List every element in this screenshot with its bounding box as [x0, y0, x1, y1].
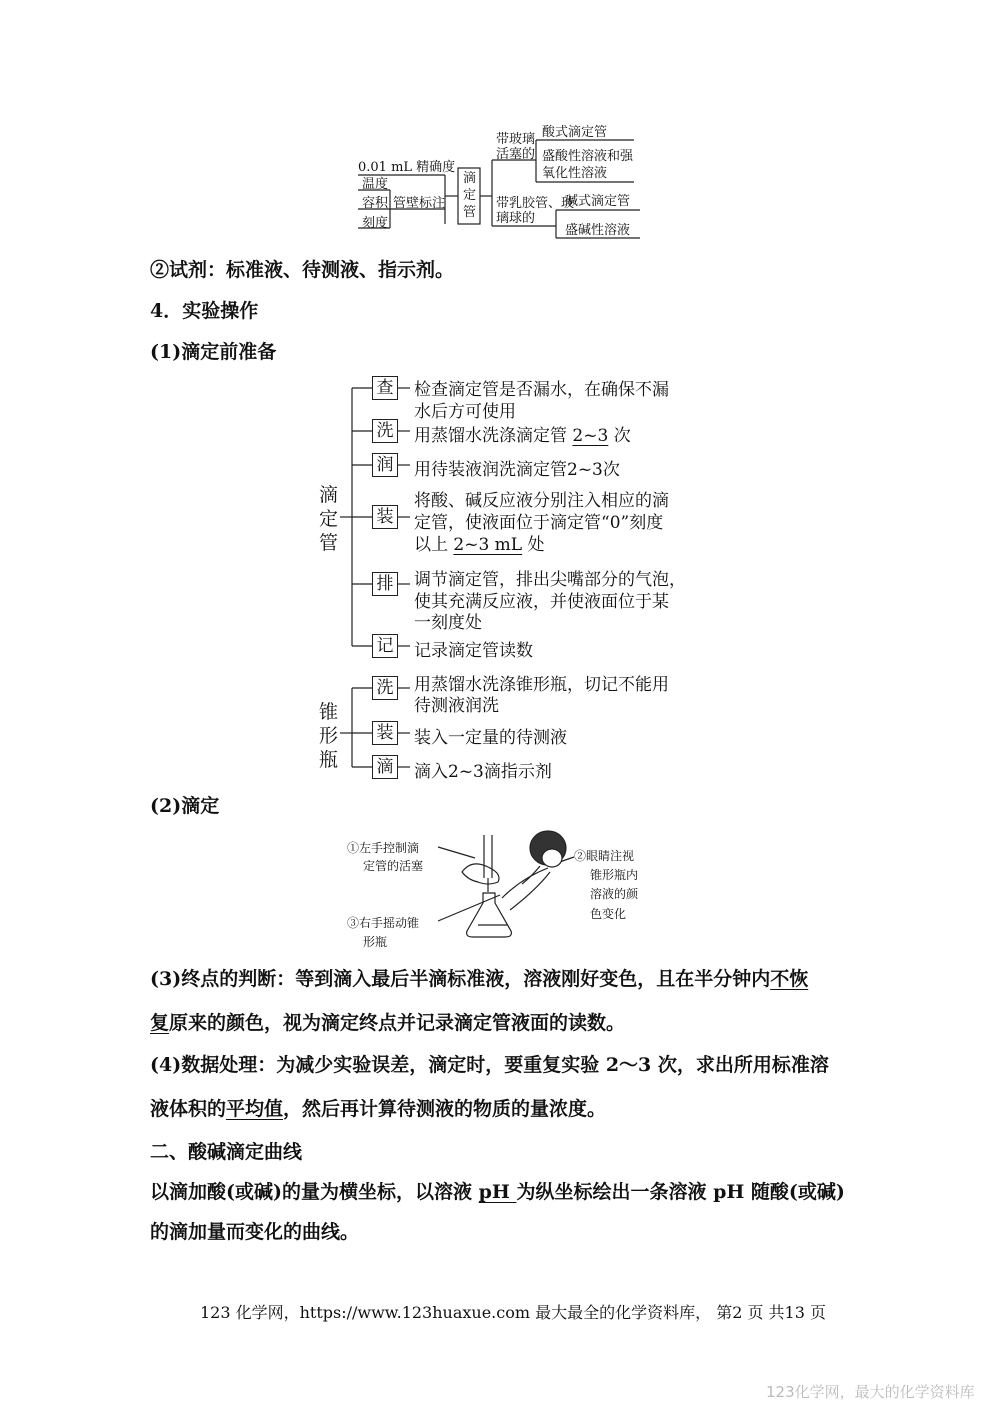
label-eyes-1: ②眼睛注视	[574, 849, 635, 863]
step-record-key: 记	[372, 634, 398, 658]
step-fill-text-1: 将酸、碱反应液分别注入相应的滴	[414, 491, 669, 511]
step-expel-text-1: 调节滴定管，排出尖嘴部分的气泡，	[414, 570, 686, 590]
diagram1-item-volume: 容积	[362, 196, 389, 211]
step-wash-text-post: 次	[608, 426, 631, 446]
step-expel-key: 排	[372, 572, 398, 596]
label-eyes-3: 溶液的颜	[590, 887, 639, 901]
diagram1-lower-branch: 带乳胶管、玻璃球的	[496, 196, 575, 226]
diagram1-base-burette: 碱式滴定管	[565, 194, 631, 209]
curve-text-a: 以滴加酸(或碱)的量为横坐标，以溶液	[150, 1181, 479, 1203]
flask-fill-text: 装入一定量的待测液	[414, 728, 567, 748]
endpoint-paragraph-line1	[150, 964, 808, 991]
section-4-heading: 4．实验操作	[150, 300, 259, 322]
step-fill-text-ul: 2~3 mL	[453, 535, 523, 555]
sub-heading-preparation: (1)滴定前准备	[150, 341, 277, 363]
flask-wash-text-1: 用蒸馏水洗涤锥形瓶，切记不能用	[414, 675, 669, 695]
label-left-hand-1: ①左手控制滴	[347, 841, 420, 855]
reagents-line: ②试剂：标准液、待测液、指示剂。	[150, 259, 455, 281]
flask-wash-text-2: 待测液润洗	[414, 696, 499, 716]
label-eyes-4: 色变化	[590, 907, 627, 921]
data-processing-line2	[150, 1094, 606, 1121]
step-expel-text-3: 一刻度处	[414, 613, 482, 633]
step-check-key: 查	[372, 376, 398, 400]
step-wash-text-pre: 用蒸馏水洗涤滴定管	[414, 426, 573, 446]
diagram1-center: 滴定管	[462, 171, 476, 220]
step-rinse-key: 润	[372, 453, 398, 477]
diagram1-acid-burette: 酸式滴定管	[542, 125, 608, 140]
step-fill-text-2: 定管，使液面位于滴定管“0”刻度	[414, 513, 664, 533]
watermark: 123化学网，最大的化学资料库	[766, 1383, 975, 1401]
section-titration-curve-heading: 二、酸碱滴定曲线	[150, 1141, 303, 1163]
step-fill-key: 装	[372, 505, 398, 529]
flask-fill-key: 装	[372, 721, 398, 745]
diagram1-base-use: 盛碱性溶液	[565, 223, 631, 238]
label-right-hand-2: 形瓶	[363, 935, 388, 949]
diagram1-wall-label: 管壁标注	[393, 196, 446, 211]
curve-text-b: 为纵坐标绘出一条溶液 pH 随酸(或碱)	[516, 1181, 845, 1203]
diagram1-acid-use: 盛酸性溶液和强氧化性溶液	[542, 149, 634, 181]
page-footer: 123 化学网，https://www.123huaxue.com 最大最全的化学资料库， 第2 页 共13 页	[200, 1303, 826, 1322]
step-fill-text-pre: 以上	[414, 535, 454, 555]
curve-ul: pH	[478, 1181, 517, 1203]
endpoint-text-b: 原来的颜色，视为滴定终点并记录滴定管液面的读数。	[169, 1012, 626, 1034]
flask-wash-key: 洗	[372, 676, 398, 700]
flask-drop-key: 滴	[372, 755, 398, 779]
step-wash-key: 洗	[372, 419, 398, 443]
group-burette-label: 滴定管	[319, 484, 339, 554]
curve-paragraph-line2: 的滴加量而变化的曲线。	[150, 1221, 360, 1243]
flask-drop-text: 滴入2~3滴指示剂	[414, 762, 552, 782]
endpoint-paragraph-line2	[150, 1008, 625, 1035]
step-rinse-text: 用待装液润洗滴定管2~3次	[414, 460, 620, 480]
curve-paragraph-line1	[150, 1177, 845, 1204]
group-flask-label: 锥形瓶	[319, 701, 339, 771]
step-check-text-2: 水后方可使用	[414, 402, 516, 422]
label-left-hand-2: 定管的活塞	[363, 859, 424, 873]
step-fill-text-post: 处	[522, 535, 545, 555]
diagram1-upper-branch: 带玻璃活塞的	[496, 132, 536, 162]
diagram1-item-scale: 刻度	[362, 216, 389, 231]
endpoint-ul-1: 不恢	[770, 968, 809, 990]
endpoint-ul-2: 复	[150, 1012, 170, 1034]
data-processing-line1: (4)数据处理：为减少实验误差，滴定时，要重复实验 2～3 次，求出所用标准溶	[150, 1054, 829, 1076]
label-eyes-2: 锥形瓶内	[590, 868, 639, 882]
data-processing-text-b: 液体积的	[150, 1098, 227, 1120]
endpoint-text-a: (3)终点的判断：等到滴入最后半滴标准液，溶液刚好变色，且在半分钟内	[150, 968, 771, 990]
step-record-text: 记录滴定管读数	[414, 641, 533, 661]
data-processing-text-c: ，然后再计算待测液的物质的量浓度。	[283, 1098, 607, 1120]
diagram1-item-temperature: 温度	[362, 177, 389, 192]
step-check-text-1: 检查滴定管是否漏水，在确保不漏	[414, 380, 669, 400]
step-wash-text-ul: 2~3	[572, 426, 609, 446]
label-right-hand-1: ③右手摇动锥	[347, 916, 420, 930]
data-processing-ul: 平均值	[226, 1098, 284, 1120]
step-expel-text-2: 使其充满反应液，并使液面位于某	[414, 592, 669, 612]
sub-heading-titration: (2)滴定	[150, 795, 220, 817]
diagram1-precision: 0.01 mL 精确度	[358, 160, 456, 175]
